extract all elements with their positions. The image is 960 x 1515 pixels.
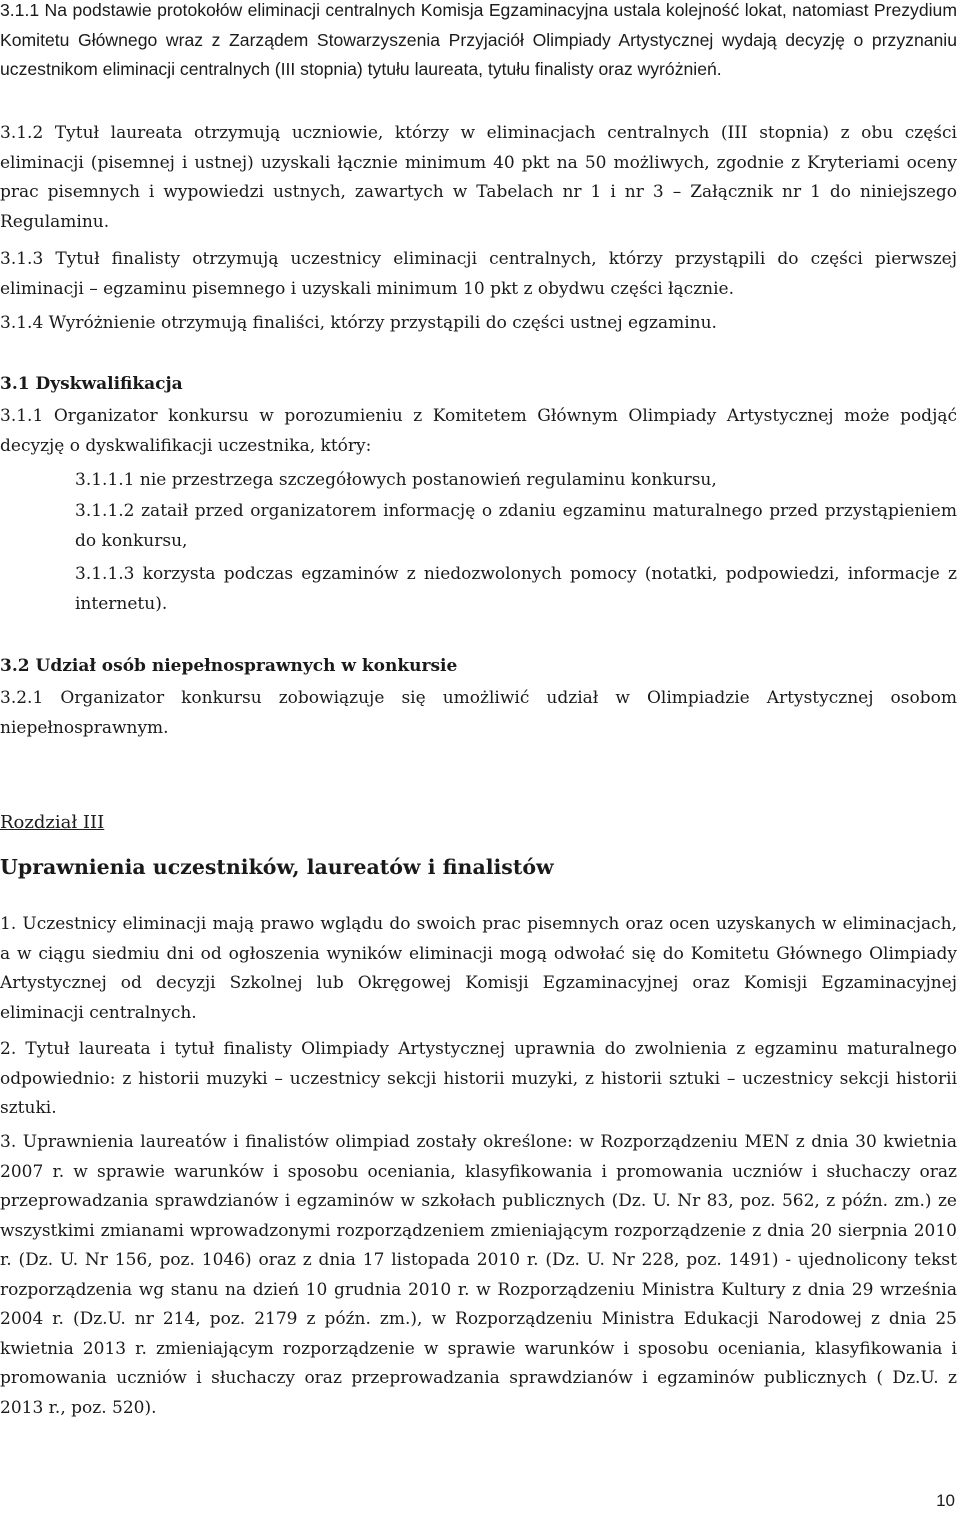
- disqualification-item: 3.1.1.2 zataił przed organizatorem informację o zdaniu egzaminu maturalnego przed przystąpieniem do konkursu,: [75, 501, 957, 551]
- disabled-participation-heading: 3.2 Udział osób niepełnosprawnych w konkursie: [0, 656, 458, 676]
- paragraph-3-1-2: 3.1.2 Tytuł laureata otrzymują uczniowie, którzy w eliminacjach centralnych (III stopnia) z obu części eliminacji (pisemnej i ustnej) uzyskali łącznie minimum 40 pkt na 50 możliwych, zgodnie z Kryteriami oceny prac pisemnych i wypowiedzi ustnych, zawartych w Tabelach nr 1 i nr 3 – Załącznik nr 1 do niniejszego Regulaminu.: [0, 123, 957, 232]
- chapter-point: 1. Uczestnicy eliminacji mają prawo wglądu do swoich prac pisemnych oraz ocen uzyskanych w eliminacjach, a w ciągu siedmiu dni od ogłoszenia wyników eliminacji mogą odwołać się do Komitetu Głównego Olimpiady Artystycznej od decyzji Szkolnej lub Okręgowej Komisji Egzaminacyjnej oraz Komisji Egzaminacyjnej eliminacji centralnych.: [0, 914, 957, 1023]
- disqualification-heading: 3.1 Dyskwalifikacja: [0, 374, 183, 394]
- disqualification-item: 3.1.1.3 korzysta podczas egzaminów z niedozwolonych pomocy (notatki, podpowiedzi, informacje z internetu).: [75, 564, 957, 614]
- page-number: 10: [936, 1491, 955, 1510]
- chapter-point: 2. Tytuł laureata i tytuł finalisty Olimpiady Artystycznej uprawnia do zwolnienia z egzaminu maturalnego odpowiednio: z historii muzyki – uczestnicy sekcji historii muzyki, z historii sztuki – uczestnicy sekcji historii sztuki.: [0, 1039, 957, 1118]
- paragraph-3-2-1: 3.2.1 Organizator konkursu zobowiązuje się umożliwić udział w Olimpiadzie Artystycznej osobom niepełnosprawnym.: [0, 688, 957, 738]
- chapter-label: Rozdział III: [0, 812, 105, 833]
- paragraph-3-1-4: 3.1.4 Wyróżnienie otrzymują finaliści, którzy przystąpili do części ustnej egzaminu.: [0, 313, 717, 333]
- paragraph-3-1-1: 3.1.1 Na podstawie protokołów eliminacji centralnych Komisja Egzaminacyjna ustala kolejność lokat, natomiast Prezydium Komitetu Głównego wraz z Zarządem Stowarzyszenia Przyjaciół Olimpiady Artystycznej wydają decyzję o przyznaniu uczestnikom eliminacji centralnych (III stopnia) tytułu laureata, tytułu finalisty oraz wyróżnień.: [0, 0, 957, 79]
- chapter-title: Uprawnienia uczestników, laureatów i finalistów: [0, 855, 554, 879]
- disqualification-item: 3.1.1.1 nie przestrzega szczegółowych postanowień regulaminu konkursu,: [75, 470, 717, 490]
- paragraph-3-1-3: 3.1.3 Tytuł finalisty otrzymują uczestnicy eliminacji centralnych, którzy przystąpili do części pierwszej eliminacji – egzaminu pisemnego i uzyskali minimum 10 pkt z obydwu części łącznie.: [0, 249, 957, 299]
- chapter-point: 3. Uprawnienia laureatów i finalistów olimpiad zostały określone: w Rozporządzeniu MEN z dnia 30 kwietnia 2007 r. w sprawie warunków i sposobu oceniania, klasyfikowania i promowania uczniów i słuchaczy oraz przeprowadzania sprawdzianów i egzaminów w szkołach publicznych (Dz. U. Nr 83, poz. 562, z późn. zm.) ze wszystkimi zmianami wprowadzonymi rozporządzeniem zmieniającym rozporządzenie z dnia 20 sierpnia 2010 r. (Dz. U. Nr 156, poz. 1046) oraz z dnia 17 listopada 2010 r. (Dz. U. Nr 228, poz. 1491) - ujednolicony tekst rozporządzenia wg stanu na dzień 10 grudnia 2010 r. w Rozporządzeniu Ministra Kultury z dnia 29 września 2004 r. (Dz.U. nr 214, poz. 2179 z późn. zm.), w Rozporządzeniu Ministra Edukacji Narodowej z dnia 25 kwietnia 2013 r. zmieniającym rozporządzenie w sprawie warunków i sposobu oceniania, klasyfikowania i promowania uczniów i słuchaczy oraz przeprowadzania sprawdzianów i egzaminów publicznych ( Dz.U. z 2013 r., poz. 520).: [0, 1132, 957, 1418]
- disqualification-intro: 3.1.1 Organizator konkursu w porozumieniu z Komitetem Głównym Olimpiady Artystycznej może podjąć decyzję o dyskwalifikacji uczestnika, który:: [0, 406, 957, 456]
